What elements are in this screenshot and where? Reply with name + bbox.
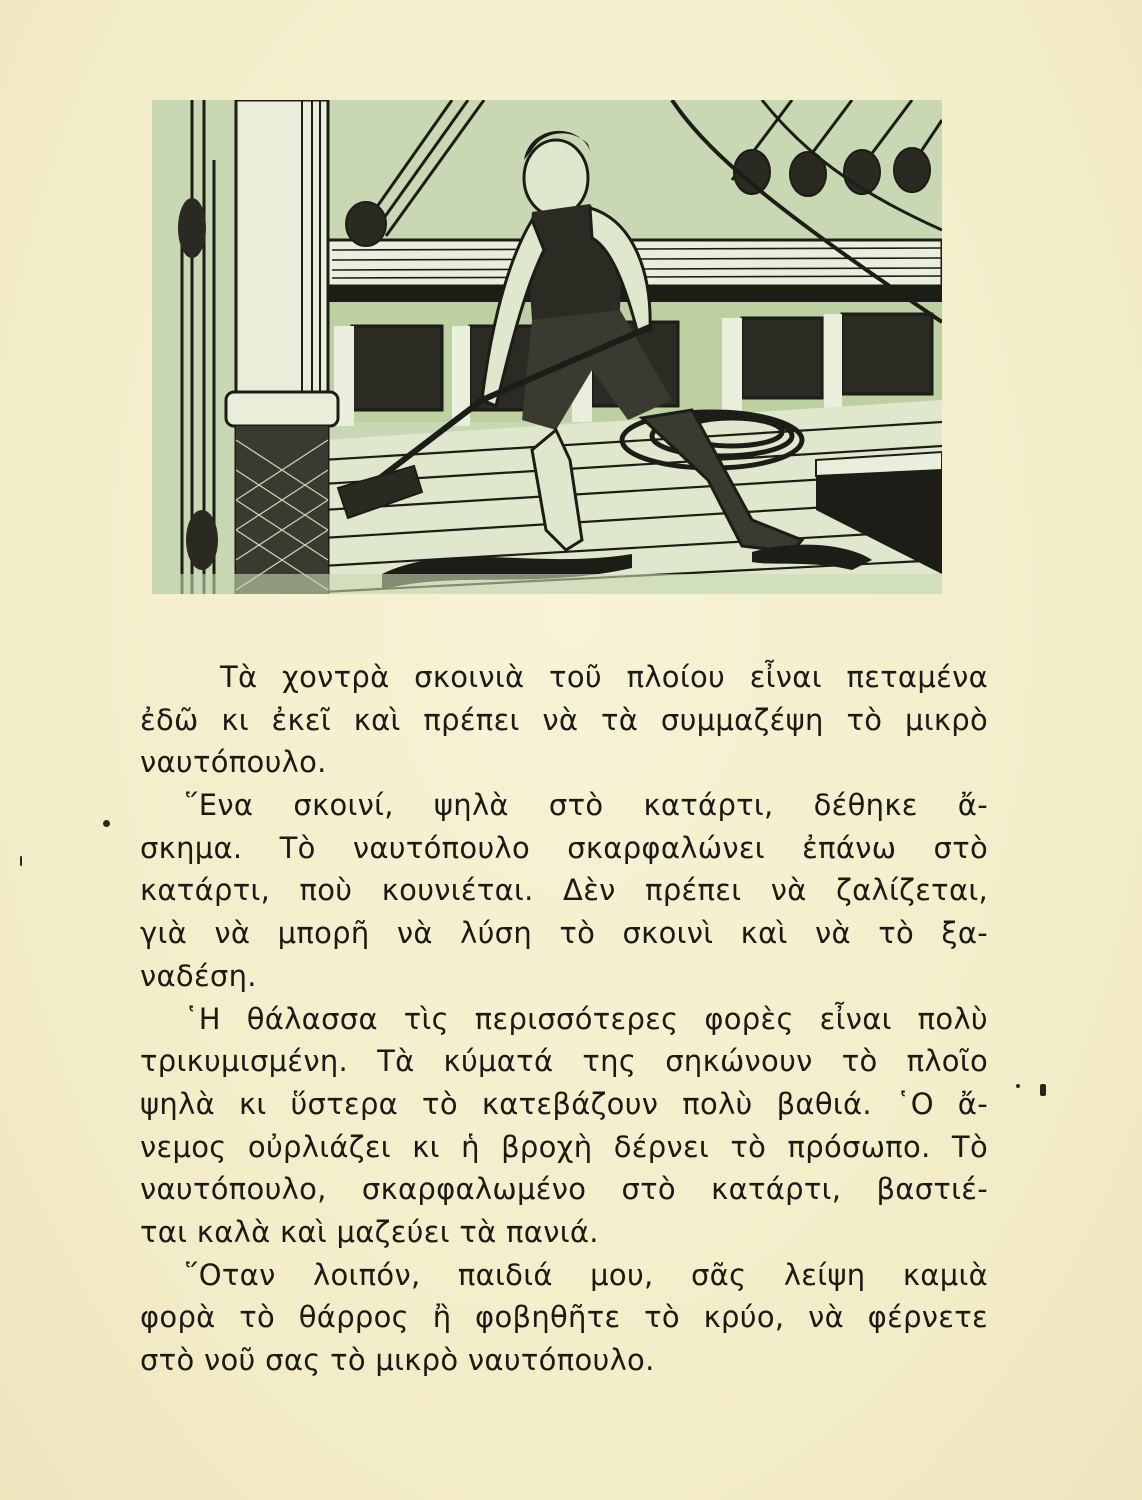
paragraph-line: κατάρτι, ποὺ κουνιέται. Δὲν πρέπει νὰ ζαλίζεται, <box>140 873 988 908</box>
paragraph-4 <box>140 1254 988 1382</box>
paragraph-line: στὸ νοῦ σας τὸ μικρὸ ναυτόπουλο. <box>140 1343 655 1377</box>
scan-speck <box>103 820 110 827</box>
paragraph-1 <box>140 656 988 784</box>
paragraph-line: ῾Η θάλασσα τὶς περισσότερες φορὲς εἶναι πολὺ <box>184 1001 988 1036</box>
paragraph-line: ψηλὰ κι ὕστερα τὸ κατεβάζουν πολὺ βαθιά. ῾Ο ἄ- <box>140 1086 988 1121</box>
paragraph-line: ἐδῶ κι ἐκεῖ καὶ πρέπει νὰ τὰ συμμαζέψη τὸ μικρὸ <box>140 702 988 737</box>
scan-speck <box>1040 1084 1046 1096</box>
ship-deck-sailor-illustration-icon <box>152 100 942 594</box>
paragraph-3 <box>140 998 988 1254</box>
paragraph-line: σκημα. Τὸ ναυτόπουλο σκαρφαλώνει ἐπάνω στὸ <box>140 830 988 865</box>
paragraph-line: τρικυμισμένη. Τὰ κύματά της σηκώνουν τὸ πλοῖο <box>140 1044 988 1079</box>
paragraph-line: νεμος οὐρλιάζει κι ἡ βροχὴ δέρνει τὸ πρόσωπο. Τὸ <box>140 1129 988 1164</box>
paragraph-line: φορὰ τὸ θάρρος ἢ φοβηθῆτε τὸ κρύο, νὰ φέρνετε <box>140 1300 988 1335</box>
paragraph-line: ῞Οταν λοιπόν, παιδιά μου, σᾶς λείψη καμιὰ <box>184 1257 988 1292</box>
paragraph-line: ναυτόπουλο, σκαρφαλωμένο στὸ κατάρτι, βαστιέ- <box>140 1172 988 1207</box>
paragraph-line: Τὰ χοντρὰ σκοινιὰ τοῦ πλοίου εἶναι πεταμένα <box>220 660 988 694</box>
scan-speck <box>1016 1084 1020 1088</box>
paragraph-2 <box>140 784 988 997</box>
paragraph-line: ται καλὰ καὶ μαζεύει τὰ πανιά. <box>140 1214 599 1249</box>
paragraph-line: ῞Ενα σκοινί, ψηλὰ στὸ κατάρτι, δέθηκε ἄ- <box>184 788 988 823</box>
paragraph-line: ναδέση. <box>140 958 257 993</box>
scan-speck <box>20 856 22 866</box>
story-text <box>140 656 988 1382</box>
paragraph-line: γιὰ νὰ μπορῆ νὰ λύση τὸ σκοινὶ καὶ νὰ τὸ ξα- <box>140 916 988 951</box>
paragraph-line: ναυτόπουλο. <box>140 745 327 780</box>
ship-deck-illustration <box>152 100 942 594</box>
